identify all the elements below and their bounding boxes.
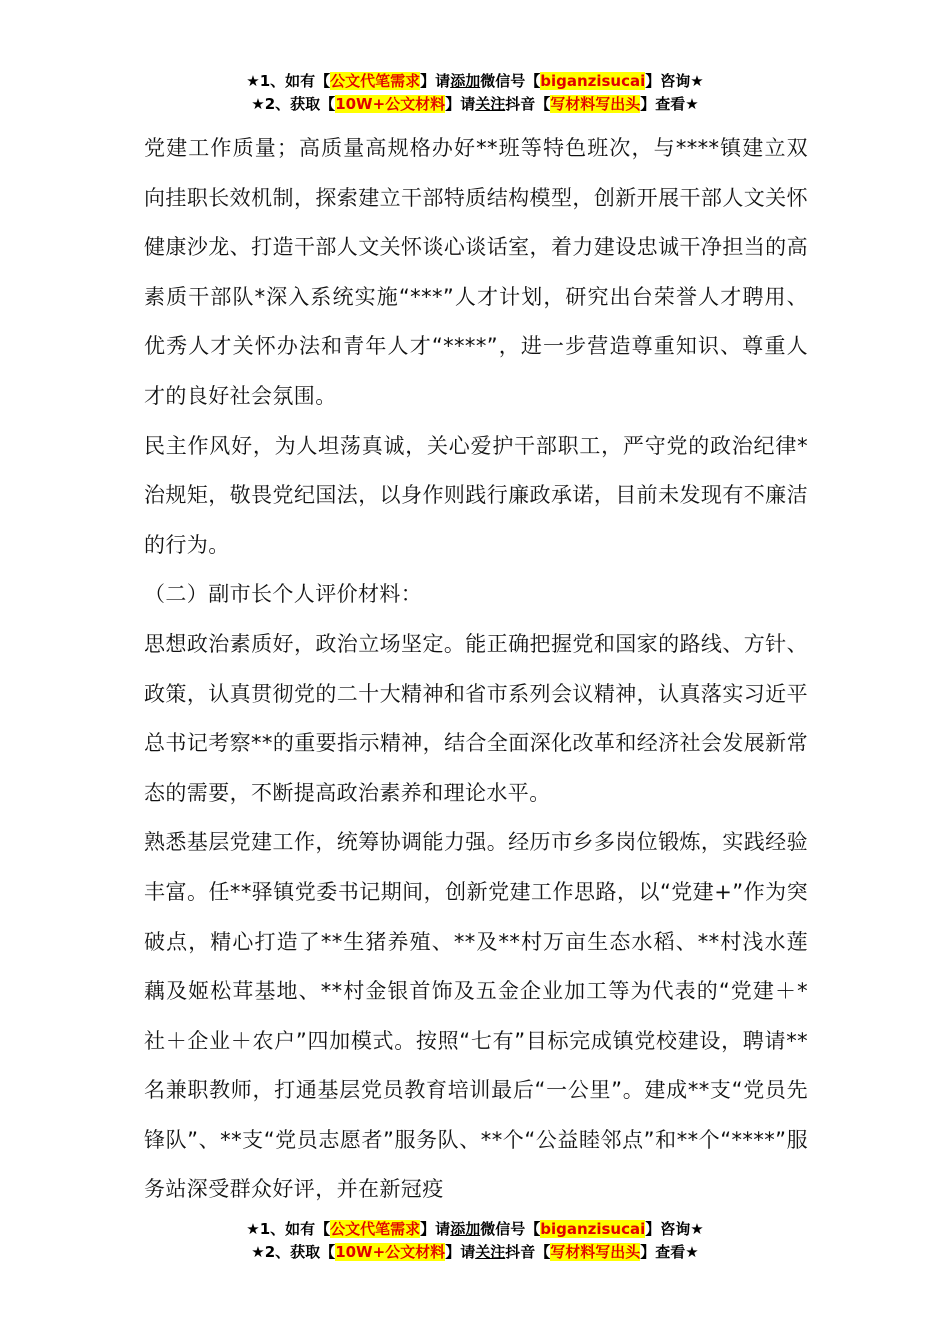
promo-text: 微信号【 — [480, 1220, 541, 1238]
promo-highlight: 10W+公文材料 — [335, 95, 446, 113]
promo-underline: 关注 — [475, 1243, 506, 1261]
paragraph-grassroots-work: 熟悉基层党建工作，统筹协调能力强。经历市乡多岗位锻炼，实践经验丰富。任**驿镇党委书记期间，创新党建工作思路，以“党建+”作为突破点，精心打造了**生猪养殖、**及**村万亩生态水稻、**村浅水莲藕及姬松茸基地、**村金银首饰及五金企业加工等为代表的“党建＋*社＋企业＋农户”四加模式。按照“七有”目标完成镇党校建设，聘请**名兼职教师，打通基层党员教育培训最后“一公里”。建成**支“党员先锋队”、**支“党员志愿者”服务队、**个“公益睦邻点”和**个“****”服务站深受群众好评，并在新冠疫 — [144, 830, 808, 1202]
promo-text: 】请 — [420, 72, 451, 90]
promo-banner-bottom — [0, 1218, 950, 1264]
paragraph-democratic-style: 民主作风好，为人坦荡真诚，关心爱护干部职工，严守党的政治纪律*治规矩，敬畏党纪国法，以身作则践行廉政承诺，目前未发现有不廉洁的行为。 — [144, 433, 808, 557]
promo-line-2 — [0, 93, 950, 116]
promo-line-1 — [0, 1218, 950, 1241]
promo-text: 】咨询★ — [645, 1220, 704, 1238]
promo-underline: 关注 — [475, 95, 506, 113]
promo-highlight: biganzisucai — [540, 72, 646, 90]
paragraph-political-quality: 思想政治素质好，政治立场坚定。能正确把握党和国家的路线、方针、政策，认真贯彻党的二十大精神和省市系列会议精神，认真落实习近平总书记考察**的重要指示精神，结合全面深化改革和经济社会发展新常态的需要，不断提高政治素养和理论水平。 — [144, 631, 808, 805]
promo-highlight: 写材料写出头 — [550, 95, 641, 113]
promo-highlight: biganzisucai — [540, 1220, 646, 1238]
promo-text: 抖音【 — [505, 95, 551, 113]
promo-highlight: 公文代笔需求 — [330, 72, 421, 90]
promo-underline: 添加 — [450, 1220, 481, 1238]
promo-text: 】咨询★ — [645, 72, 704, 90]
promo-text: 】请 — [420, 1220, 451, 1238]
promo-line-1 — [0, 70, 950, 93]
section-heading: （二）副市长个人评价材料： — [144, 582, 423, 607]
promo-text: ★1、如有【 — [246, 1220, 331, 1238]
promo-highlight: 10W+公文材料 — [335, 1243, 446, 1261]
promo-text: ★2、获取【 — [251, 1243, 336, 1261]
promo-text: ★2、获取【 — [251, 95, 336, 113]
promo-text: 】请 — [445, 1243, 476, 1261]
promo-underline: 添加 — [450, 72, 481, 90]
promo-text: 抖音【 — [505, 1243, 551, 1261]
promo-banner-top — [0, 70, 950, 116]
promo-text: 】查看★ — [640, 1243, 699, 1261]
paragraph-party-building: 党建工作质量；高质量高规格办好**班等特色班次，与****镇建立双向挂职长效机制，探索建立干部特质结构模型，创新开展干部人文关怀健康沙龙、打造干部人文关怀谈心谈话室，着力建设忠诚干净担当的高素质干部队*深入系统实施“***”人才计划，研究出台荣誉人才聘用、优秀人才关怀办法和青年人才“****”，进一步营造尊重知识、尊重人才的良好社会氛围。 — [144, 136, 808, 408]
promo-text: 微信号【 — [480, 72, 541, 90]
document-body — [144, 124, 808, 1215]
promo-text: ★1、如有【 — [246, 72, 331, 90]
promo-highlight: 写材料写出头 — [550, 1243, 641, 1261]
promo-highlight: 公文代笔需求 — [330, 1220, 421, 1238]
promo-text: 】查看★ — [640, 95, 699, 113]
promo-line-2 — [0, 1241, 950, 1264]
promo-text: 】请 — [445, 95, 476, 113]
